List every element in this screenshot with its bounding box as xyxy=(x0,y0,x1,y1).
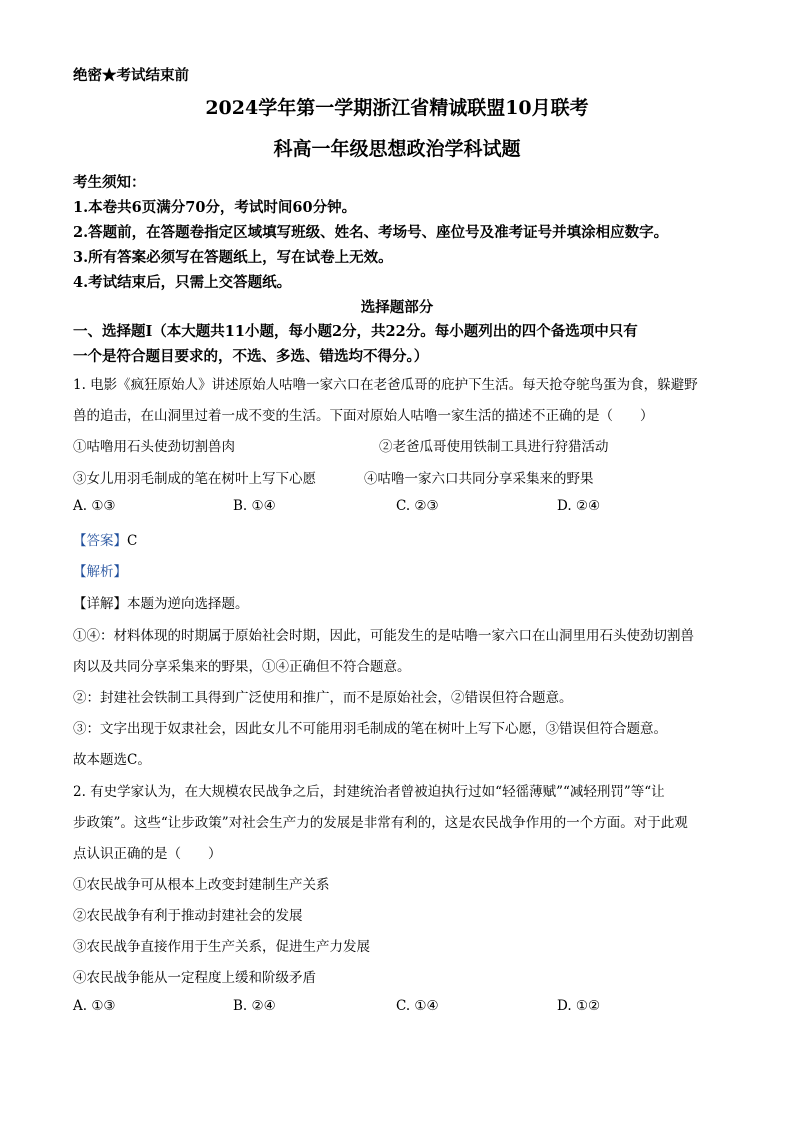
detail-text: 本题为逆向选择题。 xyxy=(127,596,249,612)
q1-stem: 1. 电影《疯狂原始人》讲述原始人咕噜一家六口在老爸瓜哥的庇护下生活。每天抢夺鸵鸟蛋为食，躲避野 xyxy=(73,377,698,393)
q2-stem: 2. 有史学家认为，在大规模农民战争之后，封建统治者曾被迫执行过如“轻徭薄赋”“减轻刑罚”等“让 xyxy=(73,784,665,800)
notice-item: 1.本卷共6页满分70分，考试时间60分钟。 xyxy=(73,199,357,216)
q1-explanation: ③：文字出现于奴隶社会，因此女儿不可能用羽毛制成的笔在树叶上写下心愿，③错误但符合题意。 xyxy=(73,721,667,737)
answer-tag: 【答案】 xyxy=(73,533,127,549)
q1-explanation: ②：封建社会铁制工具得到广泛使用和推广，而不是原始社会，②错误但符合题意。 xyxy=(73,690,573,706)
notice-item: 2.答题前，在答题卷指定区域填写班级、姓名、考场号、座位号及准考证号并填涂相应数字。 xyxy=(73,224,669,241)
page-title-line2: 科高一年级思想政治学科试题 xyxy=(273,138,521,160)
q1-option-1: ①咕噜用石头使劲切割兽肉 xyxy=(73,439,235,455)
q1-conclusion: 故本题选C。 xyxy=(73,752,151,768)
q2-option-3: ③农民战争直接作用于生产关系，促进生产力发展 xyxy=(73,939,370,955)
detail-tag: 【详解】 xyxy=(73,596,127,612)
q1-choice-a: A. ①③ xyxy=(73,498,116,514)
q1-option-3: ③女儿用羽毛制成的笔在树叶上写下心愿 xyxy=(73,471,316,487)
q2-stem: 点认识正确的是（ ） xyxy=(73,846,222,862)
q2-option-2: ②农民战争有利于推动封建社会的发展 xyxy=(73,908,303,924)
q1-option-4: ④咕噜一家六口共同分享采集来的野果 xyxy=(364,471,594,487)
section-instruction: 一个是符合题目要求的，不选、多选、错选均不得分。） xyxy=(73,348,429,365)
q1-choice-b: B. ①④ xyxy=(233,498,276,514)
q1-explanation: ①④：材料体现的时期属于原始社会时期，因此，可能发生的是咕噜一家六口在山洞里用石头使劲切割兽 xyxy=(73,628,694,644)
q2-stem: 步政策”。这些“让步政策”对社会生产力的发展是非常有利的，这是农民战争作用的一个方面。对于此观 xyxy=(73,815,688,831)
q2-option-4: ④农民战争能从一定程度上缓和阶级矛盾 xyxy=(73,970,316,986)
q2-choice-c: C. ①④ xyxy=(396,998,439,1014)
q1-choice-c: C. ②③ xyxy=(396,498,439,514)
q1-option-2: ②老爸瓜哥使用铁制工具进行狩猎活动 xyxy=(379,439,609,455)
notice-item: 4.考试结束后，只需上交答题纸。 xyxy=(73,274,292,291)
q2-option-1: ①农民战争可从根本上改变封建制生产关系 xyxy=(73,877,330,893)
q1-explanation: 肉以及共同分享采集来的野果，①④正确但不符合题意。 xyxy=(73,659,411,675)
section-instruction: 一、选择题Ⅰ（本大题共11小题，每小题2分，共22分。每小题列出的四个备选项中只有 xyxy=(73,323,638,340)
section-title: 选择题部分 xyxy=(360,299,434,316)
analysis-tag: 【解析】 xyxy=(73,564,127,580)
notice-heading: 考生须知： xyxy=(73,174,146,191)
q2-choice-a: A. ①③ xyxy=(73,998,116,1014)
secret-mark: 绝密★考试结束前 xyxy=(73,67,189,84)
q2-choice-d: D. ①② xyxy=(557,998,601,1014)
q1-choice-d: D. ②④ xyxy=(557,498,601,514)
q1-answer xyxy=(73,529,137,549)
q1-detail xyxy=(73,592,249,612)
notice-item: 3.所有答案必须写在答题纸上，写在试卷上无效。 xyxy=(73,249,393,266)
q2-choice-b: B. ②④ xyxy=(233,998,276,1014)
page-title-line1: 2024学年第一学期浙江省精诚联盟10月联考 xyxy=(205,97,589,119)
q1-stem: 兽的追击，在山洞里过着一成不变的生活。下面对原始人咕噜一家生活的描述不正确的是（ ） xyxy=(73,408,654,424)
answer-value: C xyxy=(127,533,138,549)
